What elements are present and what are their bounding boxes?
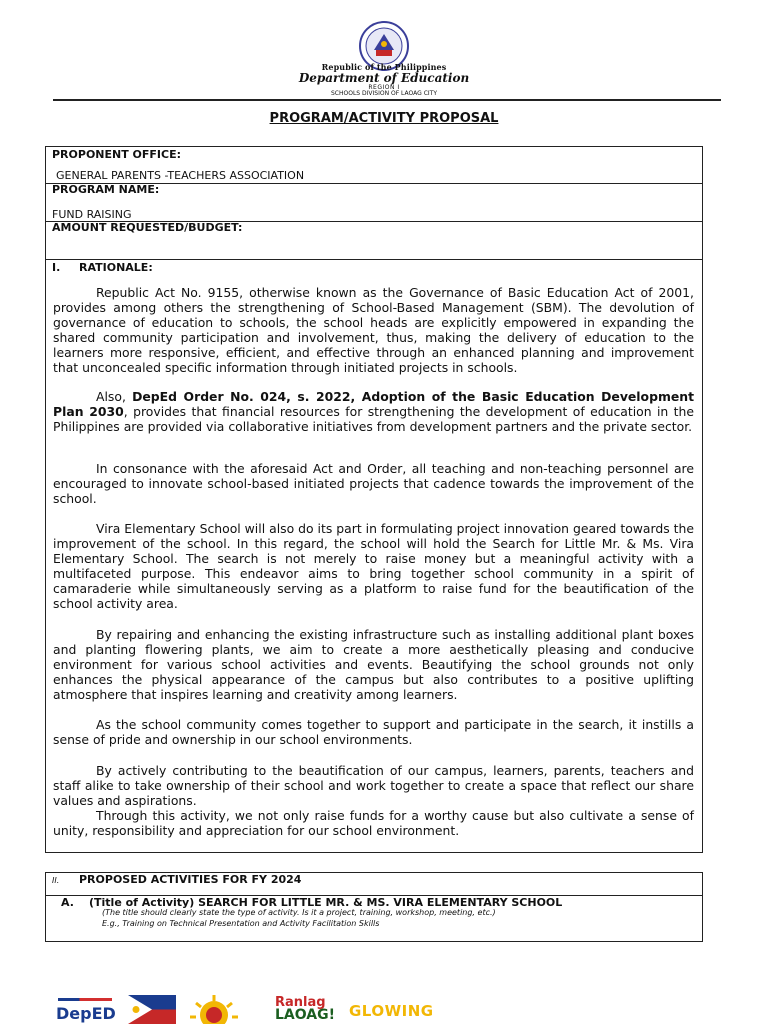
activity-title-box bbox=[45, 895, 703, 942]
program-name-box bbox=[45, 183, 703, 222]
rationale-paragraph-8: Through this activity, we not only raise funds for a worthy cause but also cultivate a sense of unity, responsibility and appreciation for our school environment. bbox=[53, 808, 694, 838]
program-name-label: PROGRAM NAME: bbox=[52, 183, 160, 196]
rationale-paragraph-2: Also, DepEd Order No. 024, s. 2022, Adoption of the Basic Education Development Plan 2030, provides that financial resources for strengthening the development of education in the Philippines are provided via collaborative initiatives from development partners and the private sector. bbox=[53, 389, 694, 434]
deped-logo-bar bbox=[58, 998, 112, 1001]
laoag-text: LAOAG! bbox=[275, 1007, 335, 1023]
proposed-number: II. bbox=[52, 876, 60, 885]
ranlag-text: Ranlag bbox=[275, 995, 326, 1010]
rationale-paragraph-7: By actively contributing to the beautification of our campus, learners, parents, teachers and staff alike to take ownership of their school and work together to create a space that reflect our share values and aspirations. bbox=[53, 763, 694, 808]
program-name-value: FUND RAISING bbox=[52, 208, 132, 221]
proponent-office-box bbox=[45, 146, 703, 184]
activity-letter: A. bbox=[61, 896, 74, 909]
proposed-heading-text: PROPOSED ACTIVITIES FOR FY 2024 bbox=[79, 873, 302, 886]
rationale-paragraph-4: Vira Elementary School will also do its part in formulating project innovation geared towards the improvement of the school. In this regard, the school will hold the Search for Little Mr. & Ms. Vira Elementary School. The search is not merely to raise money but a meaningful activity with a multifaceted purpose. This endeavor aims to bring together school community in a spirit of camaraderie while simultaneously serving as a platform to raise fund for the beautification of the school activity area. bbox=[53, 521, 694, 611]
rationale-paragraph-3: In consonance with the aforesaid Act and Order, all teaching and non-teaching personnel are encouraged to innovate school-based initiated projects that cadence towards the improvement of the school. bbox=[53, 461, 694, 506]
philippine-flag-icon bbox=[128, 995, 176, 1024]
proposed-heading bbox=[52, 873, 301, 886]
rationale-paragraph-5: By repairing and enhancing the existing infrastructure such as installing additional plant boxes and planting flowering plants, we aim to create a more aesthetically pleasing and conducive environment for various school activities and events. Beautifying the school grounds not only enhances the physical appearance of the campus but also contributes to a positive uplifting atmosphere that inspires learning and creativity among learners. bbox=[53, 627, 694, 702]
department-text: Department of Education bbox=[298, 71, 470, 85]
document-title: PROGRAM/ACTIVITY PROPOSAL bbox=[269, 111, 499, 126]
rationale-heading bbox=[52, 261, 153, 274]
rationale-section bbox=[45, 259, 703, 853]
division-text: SCHOOLS DIVISION OF LAOAG CITY bbox=[331, 90, 437, 97]
budget-label: AMOUNT REQUESTED/BUDGET: bbox=[52, 221, 243, 234]
activity-title: (Title of Activity) SEARCH FOR LITTLE MR. & MS. VIRA ELEMENTARY SCHOOL bbox=[89, 896, 563, 909]
header-divider bbox=[53, 99, 721, 101]
rationale-heading-text: RATIONALE: bbox=[79, 261, 153, 274]
deped-logo: DepED bbox=[56, 1004, 116, 1023]
deped-order-reference: DepEd Order No. 024, s. 2022, Adoption of the Basic Education Development Plan 2030 bbox=[53, 389, 694, 419]
rationale-paragraph-1: Republic Act No. 9155, otherwise known as the Governance of Basic Education Act of 2001, provides among others the strengthening of School-Based Management (SBM). The devolution of governance of education to schools, the school heads are explicitly empowered in expanding the shared community participation and involvement, thus, making the delivery of education to the learners more responsive, efficient, and effective through an enhanced planning and improvement that unconcealed specific information through initiated projects in schools. bbox=[53, 285, 694, 375]
proposed-activities-box bbox=[45, 872, 703, 896]
proponent-office-value: GENERAL PARENTS -TEACHERS ASSOCIATION bbox=[56, 169, 305, 182]
sun-seal-icon bbox=[186, 993, 242, 1024]
proponent-office-label: PROPONENT OFFICE: bbox=[52, 148, 182, 161]
activity-note-2: E.g., Training on Technical Presentation and Activity Facilitation Skills bbox=[102, 919, 380, 928]
republic-text: Republic of the Philippines bbox=[321, 62, 447, 72]
glowing-logo: GLOWING bbox=[349, 1002, 434, 1020]
rationale-paragraph-6: As the school community comes together to support and participate in the search, it instills a sense of pride and ownership in our school environments. bbox=[53, 717, 694, 747]
region-text: REGION I bbox=[368, 84, 400, 91]
activity-note-1: (The title should clearly state the type of activity. Is it a project, training, workshop, meeting, etc.) bbox=[102, 908, 496, 917]
rationale-number: I. bbox=[52, 261, 61, 274]
ranlag-laoag-logo bbox=[275, 996, 335, 1022]
budget-box bbox=[45, 221, 703, 260]
